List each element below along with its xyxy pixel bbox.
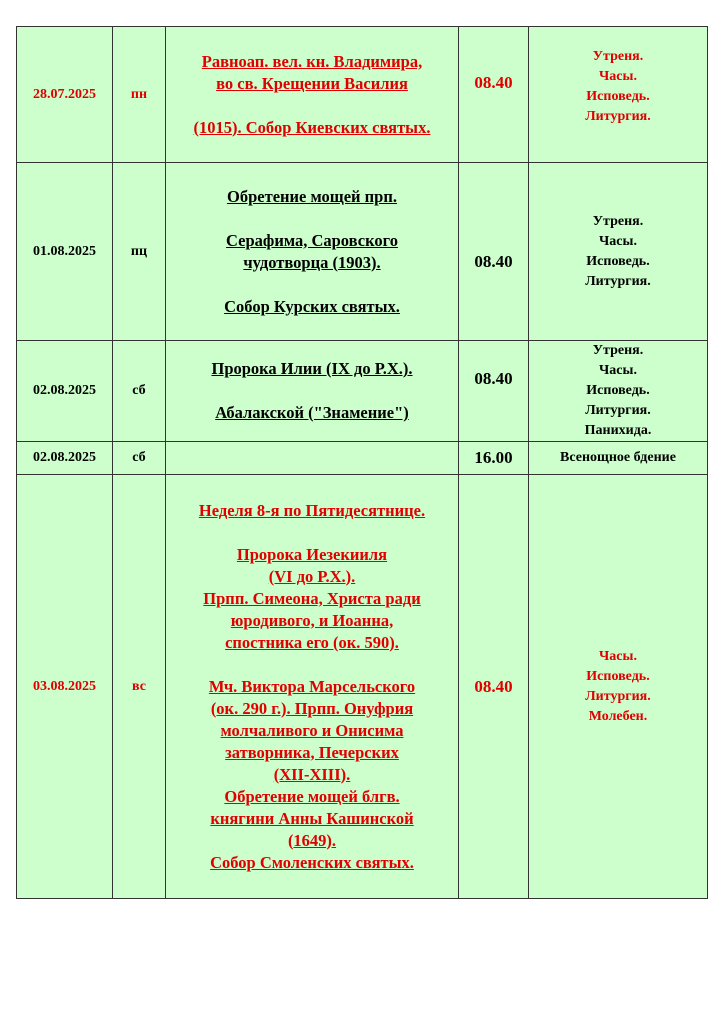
feast-line: во св. Крещении Василия	[216, 73, 408, 93]
feast-line: Серафима, Саровского	[226, 230, 398, 250]
feast-cell	[166, 27, 459, 163]
service-item: Всенощное бдение	[560, 450, 676, 465]
weekday-cell: пц	[113, 163, 166, 341]
time-cell	[459, 27, 529, 163]
date-cell: 01.08.2025	[17, 163, 113, 341]
feast-line: Мч. Виктора Марсельского	[208, 676, 416, 696]
service-item: Часы.	[599, 233, 637, 249]
feast-line: (1015). Собор Киевских святых.	[193, 117, 431, 137]
feast-cell	[166, 442, 459, 475]
feast-line: Пророка Иезекииля	[236, 544, 388, 564]
feast-line: Обретение мощей прп.	[227, 186, 397, 206]
service-item: Утреня.	[592, 213, 644, 229]
date-cell: 02.08.2025	[17, 442, 113, 475]
feast-line: юродивого, и Иоанна,	[230, 610, 394, 630]
feast-cell	[166, 475, 459, 899]
feast-cell	[166, 341, 459, 442]
feast-line: Собор Курских святых.	[224, 296, 400, 316]
time-value: 08.40	[474, 369, 513, 388]
feast-line: Обретение мощей блгв.	[224, 786, 400, 806]
feast-line: Собор Смоленских святых.	[210, 852, 414, 872]
feast-line: Пророка Илии (IX до Р.Х.).	[211, 359, 413, 378]
feast-line: чудотворца (1903).	[243, 252, 381, 272]
feast-gap	[166, 95, 458, 117]
feast-gap	[166, 380, 458, 402]
feast-line: (1649).	[287, 830, 337, 850]
table-row	[17, 341, 708, 442]
service-item: Литургия.	[585, 108, 651, 124]
feast-line: (XII-XIII).	[273, 764, 351, 784]
time-cell	[459, 442, 529, 475]
date-cell: 28.07.2025	[17, 27, 113, 163]
service-item: Исповедь.	[586, 668, 650, 684]
services-cell	[529, 442, 708, 475]
service-item: Утреня.	[592, 48, 644, 64]
service-item: Литургия.	[585, 273, 651, 289]
feast-line: (ок. 290 г.). Прпп. Онуфрия	[210, 698, 414, 718]
time-cell	[459, 163, 529, 341]
feast-line: Неделя 8-я по Пятидесятнице.	[198, 500, 426, 520]
feast-line: Прпп. Симеона, Христа ради	[203, 588, 421, 608]
time-value: 16.00	[474, 448, 513, 467]
date-cell: 03.08.2025	[17, 475, 113, 899]
weekday-cell: сб	[113, 442, 166, 475]
services-cell	[529, 475, 708, 899]
feast-gap	[166, 274, 458, 296]
weekday-cell: пн	[113, 27, 166, 163]
table-row	[17, 27, 708, 163]
time-value: 08.40	[474, 251, 513, 271]
service-item: Исповедь.	[586, 383, 650, 398]
services-cell	[529, 341, 708, 442]
time-value: 08.40	[474, 676, 513, 696]
table-row	[17, 163, 708, 341]
service-item: Исповедь.	[586, 88, 650, 104]
services-cell	[529, 27, 708, 163]
service-item: Исповедь.	[586, 253, 650, 269]
feast-line: затворника, Печерских	[225, 742, 399, 762]
service-item: Утреня.	[592, 343, 644, 358]
service-item: Литургия.	[585, 403, 651, 418]
feast-line: молчаливого и Онисима	[220, 720, 404, 740]
feast-line: княгини Анны Кашинской	[210, 808, 414, 828]
table-row	[17, 475, 708, 899]
feast-gap	[166, 208, 458, 230]
feast-cell	[166, 163, 459, 341]
time-value: 08.40	[474, 72, 513, 92]
feast-line: Равноап. вел. кн. Владимира,	[201, 51, 423, 71]
service-item: Часы.	[599, 68, 637, 84]
feast-gap	[166, 654, 458, 676]
weekday-cell: сб	[113, 341, 166, 442]
service-item: Панихида.	[584, 423, 652, 438]
time-cell	[459, 341, 529, 442]
schedule-table	[16, 26, 708, 899]
weekday-cell: вс	[113, 475, 166, 899]
date-cell: 02.08.2025	[17, 341, 113, 442]
service-item: Литургия.	[585, 688, 651, 704]
feast-gap	[166, 522, 458, 544]
table-row	[17, 442, 708, 475]
time-cell	[459, 475, 529, 899]
feast-line: спостника его (ок. 590).	[225, 632, 399, 652]
service-item: Молебен.	[588, 708, 648, 724]
feast-line: Абалакской ("Знамение")	[215, 403, 409, 422]
services-cell	[529, 163, 708, 341]
service-item: Часы.	[599, 648, 637, 664]
service-item: Часы.	[599, 363, 637, 378]
feast-line: (VI до Р.Х.).	[268, 566, 356, 586]
